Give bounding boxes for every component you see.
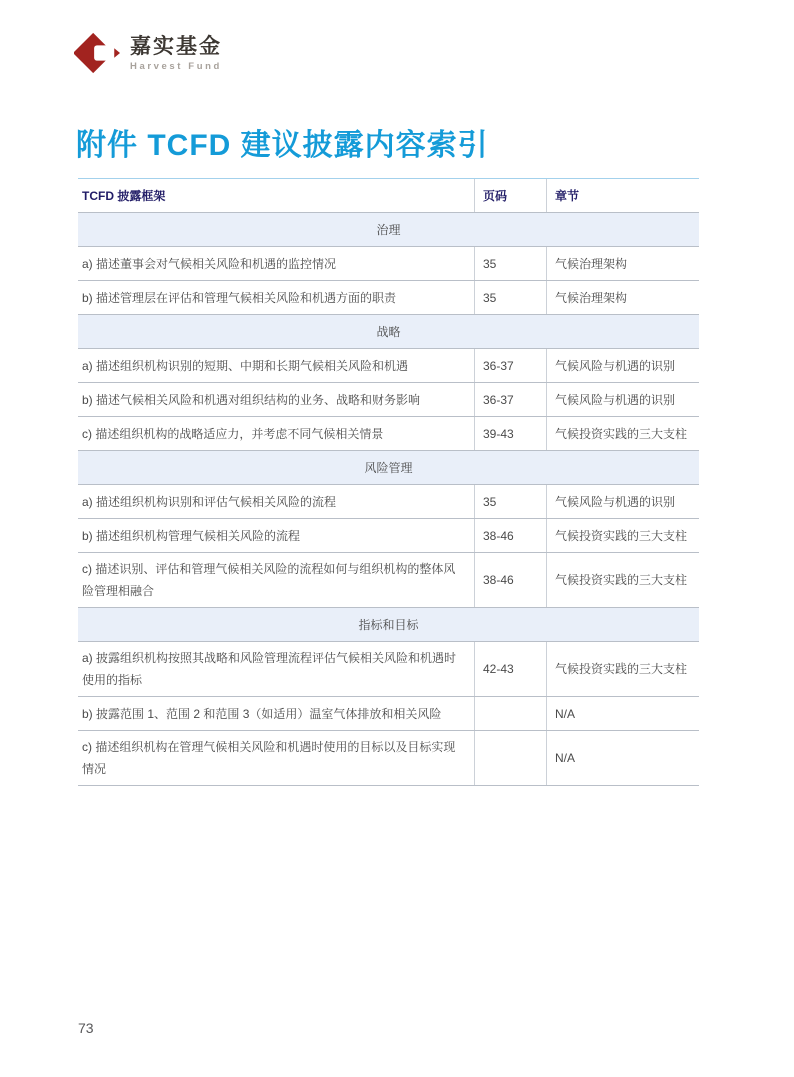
table-row bbox=[78, 697, 699, 731]
cell-framework: a) 披露组织机构按照其战略和风险管理流程评估气候相关风险和机遇时使用的指标 bbox=[82, 651, 457, 687]
cell-chapter: 气候治理架构 bbox=[546, 247, 699, 280]
cell-chapter: 气候治理架构 bbox=[546, 281, 699, 314]
table-header-row bbox=[78, 179, 699, 213]
page-title: 附件 TCFD 建议披露内容索引 bbox=[76, 129, 489, 163]
cell-framework: c) 描述识别、评估和管理气候相关风险的流程如何与组织机构的整体风险管理相融合 bbox=[82, 562, 456, 598]
cell-chapter: N/A bbox=[546, 697, 699, 730]
cell-framework: c) 描述组织机构的战略适应力，并考虑不同气候相关情景 bbox=[82, 426, 384, 441]
cell-page: 35 bbox=[474, 247, 546, 280]
cell-framework: c) 描述组织机构在管理气候相关风险和机遇时使用的目标以及目标实现情况 bbox=[82, 740, 456, 776]
table-row bbox=[78, 383, 699, 417]
table-row bbox=[78, 281, 699, 315]
section-title: 治理 bbox=[376, 222, 401, 237]
table-row bbox=[78, 642, 699, 697]
column-header-chapter: 章节 bbox=[546, 179, 699, 212]
cell-framework: a) 描述组织机构识别的短期、中期和长期气候相关风险和机遇 bbox=[82, 358, 409, 373]
table-section-row bbox=[78, 451, 699, 485]
cell-framework: b) 描述气候相关风险和机遇对组织结构的业务、战略和财务影响 bbox=[82, 392, 421, 407]
section-title: 战略 bbox=[376, 324, 401, 339]
cell-page: 35 bbox=[474, 485, 546, 518]
cell-page: 35 bbox=[474, 281, 546, 314]
cell-chapter: 气候风险与机遇的识别 bbox=[546, 485, 699, 518]
cell-framework: a) 描述组织机构识别和评估气候相关风险的流程 bbox=[82, 494, 337, 509]
cell-chapter: 气候风险与机遇的识别 bbox=[546, 383, 699, 416]
cell-page: 36-37 bbox=[474, 349, 546, 382]
table-section-row bbox=[78, 213, 699, 247]
table-section-row bbox=[78, 608, 699, 642]
logo-text bbox=[130, 35, 222, 72]
table-row bbox=[78, 349, 699, 383]
cell-chapter: 气候投资实践的三大支柱 bbox=[546, 553, 699, 607]
cell-page: 38-46 bbox=[474, 519, 546, 552]
cell-chapter: 气候投资实践的三大支柱 bbox=[546, 519, 699, 552]
cell-page bbox=[474, 731, 546, 785]
table-row bbox=[78, 485, 699, 519]
table-row bbox=[78, 247, 699, 281]
column-header-framework: TCFD 披露框架 bbox=[82, 188, 166, 203]
table-section-row bbox=[78, 315, 699, 349]
page-number: 73 bbox=[78, 1020, 94, 1036]
cell-framework: b) 披露范围 1、范围 2 和范围 3（如适用）温室气体排放和相关风险 bbox=[82, 706, 442, 721]
cell-chapter: 气候投资实践的三大支柱 bbox=[546, 417, 699, 450]
cell-framework: a) 描述董事会对气候相关风险和机遇的监控情况 bbox=[82, 256, 337, 271]
table-row bbox=[78, 417, 699, 451]
table-body bbox=[78, 213, 699, 786]
cell-page bbox=[474, 697, 546, 730]
section-title: 指标和目标 bbox=[358, 617, 419, 632]
cell-page: 39-43 bbox=[474, 417, 546, 450]
cell-chapter: 气候投资实践的三大支柱 bbox=[546, 642, 699, 696]
cell-page: 36-37 bbox=[474, 383, 546, 416]
cell-framework: b) 描述组织机构管理气候相关风险的流程 bbox=[82, 528, 301, 543]
table-row bbox=[78, 519, 699, 553]
harvest-fund-logo bbox=[74, 31, 222, 75]
cell-framework: b) 描述管理层在评估和管理气候相关风险和机遇方面的职责 bbox=[82, 290, 397, 305]
harvest-fund-logo-icon bbox=[74, 31, 120, 75]
cell-chapter: N/A bbox=[546, 731, 699, 785]
cell-chapter: 气候风险与机遇的识别 bbox=[546, 349, 699, 382]
cell-page: 42-43 bbox=[474, 642, 546, 696]
table-row bbox=[78, 553, 699, 608]
logo-name-en: Harvest Fund bbox=[130, 60, 222, 72]
column-header-page: 页码 bbox=[474, 179, 546, 212]
logo-name-cn: 嘉实基金 bbox=[130, 34, 222, 58]
cell-page: 38-46 bbox=[474, 553, 546, 607]
tcfd-index-table bbox=[78, 178, 699, 786]
table-row bbox=[78, 731, 699, 786]
section-title: 风险管理 bbox=[364, 460, 413, 475]
